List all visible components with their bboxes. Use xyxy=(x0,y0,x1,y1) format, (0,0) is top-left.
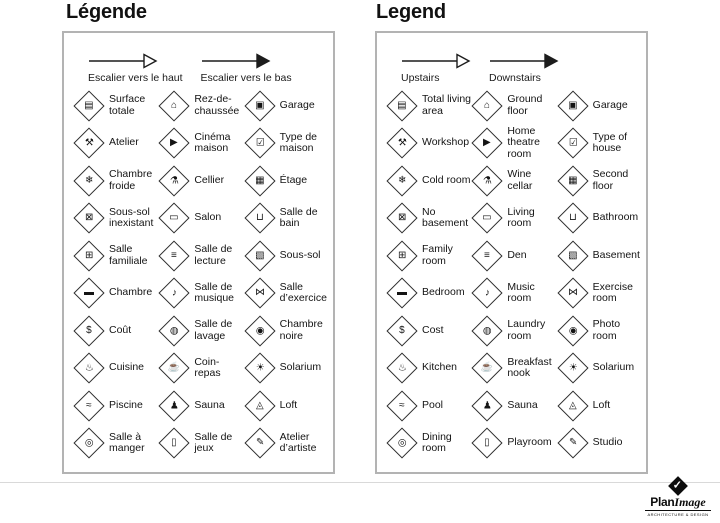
cost-icon: $ xyxy=(73,315,104,346)
legend-item xyxy=(387,391,472,421)
diamond-box xyxy=(74,278,104,308)
diamond-box xyxy=(159,316,189,346)
legend-panel-french xyxy=(62,31,335,474)
legend-item xyxy=(74,278,159,308)
legend-item xyxy=(159,91,244,121)
legend-item xyxy=(159,241,244,271)
diamond-box xyxy=(74,391,104,421)
legend-item-label: Cellier xyxy=(194,173,225,186)
diamond-box xyxy=(387,278,417,308)
diamond-box xyxy=(159,203,189,233)
diamond-box xyxy=(558,353,588,383)
legend-item xyxy=(74,391,159,421)
type-of-house-icon: ☑ xyxy=(557,128,588,159)
diamond-box xyxy=(558,278,588,308)
legend-item xyxy=(245,166,330,196)
legend-item xyxy=(159,428,244,458)
logo-word-image: Image xyxy=(674,495,706,509)
legend-item xyxy=(245,428,330,458)
legend-grid xyxy=(387,87,643,462)
legend-item xyxy=(159,316,244,346)
wine-cellar-icon: ⚗ xyxy=(159,165,190,196)
legend-item-label: Living room xyxy=(507,205,535,230)
breakfast-nook-icon: ☕ xyxy=(472,353,503,384)
legend-item xyxy=(472,126,557,161)
legend-item-label: Total living area xyxy=(422,93,472,117)
legend-item-label: Playroom xyxy=(507,436,552,449)
legend-item-label: Sous-sol xyxy=(279,248,321,261)
legend-item-label: Loft xyxy=(592,398,611,411)
legend-item-label: Cost xyxy=(422,323,444,336)
diamond-box xyxy=(159,428,189,458)
diamond-box xyxy=(472,166,502,196)
diamond-box xyxy=(245,128,275,158)
legend-item xyxy=(558,203,643,233)
legend-item-label: Étage xyxy=(279,173,308,186)
legend-item xyxy=(245,203,330,233)
legend-item-label: Salle de jeux xyxy=(194,430,233,455)
legend-item xyxy=(558,166,643,196)
solarium-icon: ☀ xyxy=(557,353,588,384)
stairs-up-legend xyxy=(401,53,471,84)
stairs-down-legend xyxy=(489,53,559,84)
diamond-box xyxy=(472,241,502,271)
loft-icon: ◬ xyxy=(557,390,588,421)
diamond-box xyxy=(472,91,502,121)
diamond-box xyxy=(159,166,189,196)
legend-item-label: Salle de bain xyxy=(279,205,318,230)
laundry-room-icon: ◍ xyxy=(472,315,503,346)
sauna-icon: ♟ xyxy=(472,390,503,421)
legend-item-label: Bedroom xyxy=(422,286,465,299)
stairs-up-label: Upstairs xyxy=(401,72,440,84)
legend-item xyxy=(74,241,159,271)
legend-item-label: Ground floor xyxy=(507,93,543,117)
legend-item xyxy=(74,428,159,458)
diamond-box xyxy=(74,91,104,121)
legend-item xyxy=(245,128,330,158)
legend-item-label: Breakfast nook xyxy=(507,355,552,380)
legend-item xyxy=(472,166,557,196)
family-room-icon: ⊞ xyxy=(386,240,417,271)
legend-item-label: Second floor xyxy=(592,168,629,192)
sauna-icon: ♟ xyxy=(159,390,190,421)
legend-item xyxy=(159,203,244,233)
diamond-box xyxy=(245,91,275,121)
diamond-box xyxy=(387,128,417,158)
legend-item-label: Chambre noire xyxy=(279,318,323,342)
legend-item xyxy=(387,316,472,346)
page-divider-line xyxy=(0,482,720,483)
no-basement-icon: ⊠ xyxy=(386,203,417,234)
photo-room-icon: ◉ xyxy=(557,315,588,346)
legend-item-label: Cuisine xyxy=(109,361,145,374)
legend-item xyxy=(245,91,330,121)
stairs-arrows xyxy=(401,53,642,84)
diamond-box xyxy=(159,353,189,383)
legend-item-label: Sauna xyxy=(507,398,538,411)
legend-item-label: Salle de lavage xyxy=(194,318,233,342)
legend-item-label: Chambre xyxy=(109,286,153,299)
logo-word-plan: Plan xyxy=(650,495,675,509)
legend-item xyxy=(558,391,643,421)
diamond-box xyxy=(245,316,275,346)
kitchen-icon: ♨ xyxy=(386,353,417,384)
legend-item-label: Coût xyxy=(109,323,132,336)
legend-item xyxy=(245,391,330,421)
legend-item-label: Sauna xyxy=(194,398,225,411)
diamond-box xyxy=(472,278,502,308)
legend-item xyxy=(74,353,159,383)
legend-item xyxy=(74,166,159,196)
workshop-icon: ⚒ xyxy=(386,128,417,159)
diamond-box xyxy=(472,353,502,383)
legend-item-label: Salon xyxy=(194,211,222,224)
ground-floor-icon: ⌂ xyxy=(472,90,503,121)
laundry-room-icon: ◍ xyxy=(159,315,190,346)
legend-item-label: No basement xyxy=(422,205,469,230)
playroom-icon: ▯ xyxy=(472,428,503,459)
legend-item-label: Dining room xyxy=(422,430,452,455)
music-room-icon: ♪ xyxy=(472,278,503,309)
legend-item-label: Solarium xyxy=(592,361,635,374)
legend-item-label: Garage xyxy=(592,98,628,111)
legend-item-label: Music room xyxy=(507,280,535,305)
legend-item xyxy=(74,203,159,233)
legend-item xyxy=(387,278,472,308)
legend-item xyxy=(472,203,557,233)
diamond-box xyxy=(74,428,104,458)
legend-item xyxy=(387,203,472,233)
exercise-room-icon: ⋈ xyxy=(244,278,275,309)
diamond-box xyxy=(558,316,588,346)
legend-item-label: Kitchen xyxy=(422,361,458,374)
diamond-box xyxy=(74,316,104,346)
bathroom-icon: ⊔ xyxy=(244,203,275,234)
legend-item xyxy=(74,128,159,158)
diamond-box xyxy=(558,203,588,233)
stairs-up-legend xyxy=(88,53,183,84)
planimage-logo xyxy=(645,477,711,517)
diamond-box xyxy=(159,241,189,271)
home-theatre-room-icon: ▶ xyxy=(472,128,503,159)
legend-grid xyxy=(74,87,330,462)
diamond-box xyxy=(472,428,502,458)
diamond-box xyxy=(558,391,588,421)
diamond-box xyxy=(558,128,588,158)
diamond-box xyxy=(472,128,502,158)
stairs-arrows xyxy=(88,53,329,84)
total-living-area-icon: ▤ xyxy=(386,90,417,121)
legend-item-label: Salle à manger xyxy=(109,430,145,455)
legend-item-label: Bathroom xyxy=(592,211,639,224)
legend-panel-english xyxy=(375,31,648,474)
diamond-box xyxy=(387,391,417,421)
stairs-up-label: Escalier vers le haut xyxy=(88,72,183,84)
stairs-down-label: Downstairs xyxy=(489,72,541,84)
garage-icon: ▣ xyxy=(557,90,588,121)
diamond-box xyxy=(159,91,189,121)
legend-item xyxy=(387,91,472,121)
playroom-icon: ▯ xyxy=(159,428,190,459)
diamond-box xyxy=(472,203,502,233)
legend-item xyxy=(387,353,472,383)
legend-item-label: Sous-sol inexistant xyxy=(109,205,154,230)
legend-item xyxy=(558,353,643,383)
music-room-icon: ♪ xyxy=(159,278,190,309)
diamond-box xyxy=(387,316,417,346)
family-room-icon: ⊞ xyxy=(73,240,104,271)
legend-item-label: Type of house xyxy=(592,130,628,155)
diamond-box xyxy=(558,428,588,458)
bedroom-icon: ▬ xyxy=(386,278,417,309)
stairs-down-legend xyxy=(201,53,292,84)
bedroom-icon: ▬ xyxy=(73,278,104,309)
legend-item xyxy=(159,128,244,158)
cold-room-icon: ❄ xyxy=(386,165,417,196)
panel-title-english: Legend xyxy=(376,1,446,23)
diamond-box xyxy=(74,166,104,196)
diamond-box xyxy=(74,128,104,158)
legend-item xyxy=(472,428,557,458)
garage-icon: ▣ xyxy=(244,90,275,121)
legend-item xyxy=(387,128,472,158)
living-room-icon: ▭ xyxy=(472,203,503,234)
wine-cellar-icon: ⚗ xyxy=(472,165,503,196)
home-theatre-room-icon: ▶ xyxy=(159,128,190,159)
dining-room-icon: ◎ xyxy=(386,428,417,459)
legend-item xyxy=(245,353,330,383)
legend-item-label: Coin-repas xyxy=(194,355,221,380)
diamond-box xyxy=(245,166,275,196)
legend-item xyxy=(387,428,472,458)
legend-item xyxy=(558,316,643,346)
legend-item-label: Salle familiale xyxy=(109,243,148,267)
diamond-box xyxy=(387,241,417,271)
basement-icon: ▧ xyxy=(557,240,588,271)
legend-item xyxy=(245,278,330,308)
den-icon: ≡ xyxy=(472,240,503,271)
legend-item xyxy=(387,241,472,271)
basement-icon: ▧ xyxy=(244,240,275,271)
legend-item xyxy=(159,353,244,383)
diamond-box xyxy=(245,278,275,308)
legend-item-label: Photo room xyxy=(592,318,621,342)
legend-item-label: Home theatre room xyxy=(507,124,541,161)
type-of-house-icon: ☑ xyxy=(244,128,275,159)
legend-item xyxy=(472,316,557,346)
stairs-down-arrow-icon xyxy=(489,53,559,69)
living-room-icon: ▭ xyxy=(159,203,190,234)
legend-item xyxy=(472,278,557,308)
legend-item-label: Chambre froide xyxy=(109,168,153,192)
legend-item xyxy=(74,91,159,121)
den-icon: ≡ xyxy=(159,240,190,271)
loft-icon: ◬ xyxy=(244,390,275,421)
diamond-box xyxy=(159,278,189,308)
diamond-box xyxy=(74,203,104,233)
pool-icon: ≈ xyxy=(386,390,417,421)
diamond-box xyxy=(387,353,417,383)
legend-item xyxy=(558,278,643,308)
diamond-box xyxy=(74,241,104,271)
photo-room-icon: ◉ xyxy=(244,315,275,346)
legend-item xyxy=(387,166,472,196)
second-floor-icon: ▦ xyxy=(244,165,275,196)
legend-item xyxy=(159,391,244,421)
legend-item xyxy=(558,428,643,458)
diamond-box xyxy=(558,91,588,121)
legend-item xyxy=(472,241,557,271)
legend-item xyxy=(74,316,159,346)
total-living-area-icon: ▤ xyxy=(73,90,104,121)
legend-item-label: Salle de musique xyxy=(194,280,235,305)
legend-item-label: Wine cellar xyxy=(507,168,533,192)
diamond-box xyxy=(74,353,104,383)
legend-item-label: Laundry room xyxy=(507,318,546,342)
cold-room-icon: ❄ xyxy=(73,165,104,196)
studio-icon: ✎ xyxy=(557,428,588,459)
diamond-box xyxy=(472,391,502,421)
legend-item-label: Rez-de-chaussée xyxy=(194,93,240,117)
second-floor-icon: ▦ xyxy=(557,165,588,196)
diamond-box xyxy=(245,391,275,421)
legend-item-label: Den xyxy=(507,248,527,261)
breakfast-nook-icon: ☕ xyxy=(159,353,190,384)
legend-item-label: Piscine xyxy=(109,398,143,411)
legend-item-label: Cold room xyxy=(422,173,471,186)
diamond-box xyxy=(558,166,588,196)
kitchen-icon: ♨ xyxy=(73,353,104,384)
legend-item-label: Surface totale xyxy=(109,93,146,117)
legend-item-label: Cinéma maison xyxy=(194,130,231,155)
workshop-icon: ⚒ xyxy=(73,128,104,159)
stairs-up-arrow-icon xyxy=(401,53,471,69)
diamond-box xyxy=(387,166,417,196)
stairs-down-label: Escalier vers le bas xyxy=(200,72,292,84)
diamond-box xyxy=(245,428,275,458)
legend-item-label: Type de maison xyxy=(279,130,318,155)
legend-item-label: Workshop xyxy=(422,136,470,149)
legend-item xyxy=(159,166,244,196)
stairs-up-arrow-icon xyxy=(88,53,158,69)
legend-item-label: Salle d’exercice xyxy=(279,280,327,305)
checkmark-icon: ✓ xyxy=(668,476,688,496)
legend-item xyxy=(245,316,330,346)
studio-icon: ✎ xyxy=(244,428,275,459)
legend-item-label: Loft xyxy=(279,398,298,411)
stairs-down-arrow-icon xyxy=(201,53,271,69)
legend-item-label: Basement xyxy=(592,248,640,261)
diamond-box xyxy=(245,203,275,233)
diamond-box xyxy=(245,353,275,383)
dining-room-icon: ◎ xyxy=(73,428,104,459)
exercise-room-icon: ⋈ xyxy=(557,278,588,309)
legend-item xyxy=(159,278,244,308)
bathroom-icon: ⊔ xyxy=(557,203,588,234)
logo-tagline: ARCHITECTURE & DESIGN xyxy=(645,510,711,517)
legend-item-label: Pool xyxy=(422,398,444,411)
diamond-box xyxy=(245,241,275,271)
diamond-box xyxy=(387,428,417,458)
legend-item xyxy=(472,91,557,121)
legend-item-label: Atelier d’artiste xyxy=(279,430,317,455)
legend-item-label: Atelier xyxy=(109,136,139,149)
legend-item-label: Salle de lecture xyxy=(194,243,233,267)
diamond-box xyxy=(558,241,588,271)
pool-icon: ≈ xyxy=(73,390,104,421)
legend-item-label: Exercise room xyxy=(592,280,633,305)
diamond-box xyxy=(159,391,189,421)
legend-item xyxy=(472,353,557,383)
legend-item-label: Solarium xyxy=(279,361,322,374)
legend-item xyxy=(558,91,643,121)
logo-text xyxy=(645,496,711,508)
ground-floor-icon: ⌂ xyxy=(159,90,190,121)
no-basement-icon: ⊠ xyxy=(73,203,104,234)
solarium-icon: ☀ xyxy=(244,353,275,384)
legend-item xyxy=(472,391,557,421)
diamond-box xyxy=(387,91,417,121)
cost-icon: $ xyxy=(386,315,417,346)
legend-item-label: Family room xyxy=(422,243,453,267)
panel-title-french: Légende xyxy=(66,1,147,23)
legend-item-label: Garage xyxy=(279,98,315,111)
legend-item xyxy=(245,241,330,271)
diamond-box xyxy=(387,203,417,233)
legend-item-label: Studio xyxy=(592,436,623,449)
legend-item xyxy=(558,128,643,158)
legend-item xyxy=(558,241,643,271)
diamond-box xyxy=(159,128,189,158)
diamond-box xyxy=(472,316,502,346)
